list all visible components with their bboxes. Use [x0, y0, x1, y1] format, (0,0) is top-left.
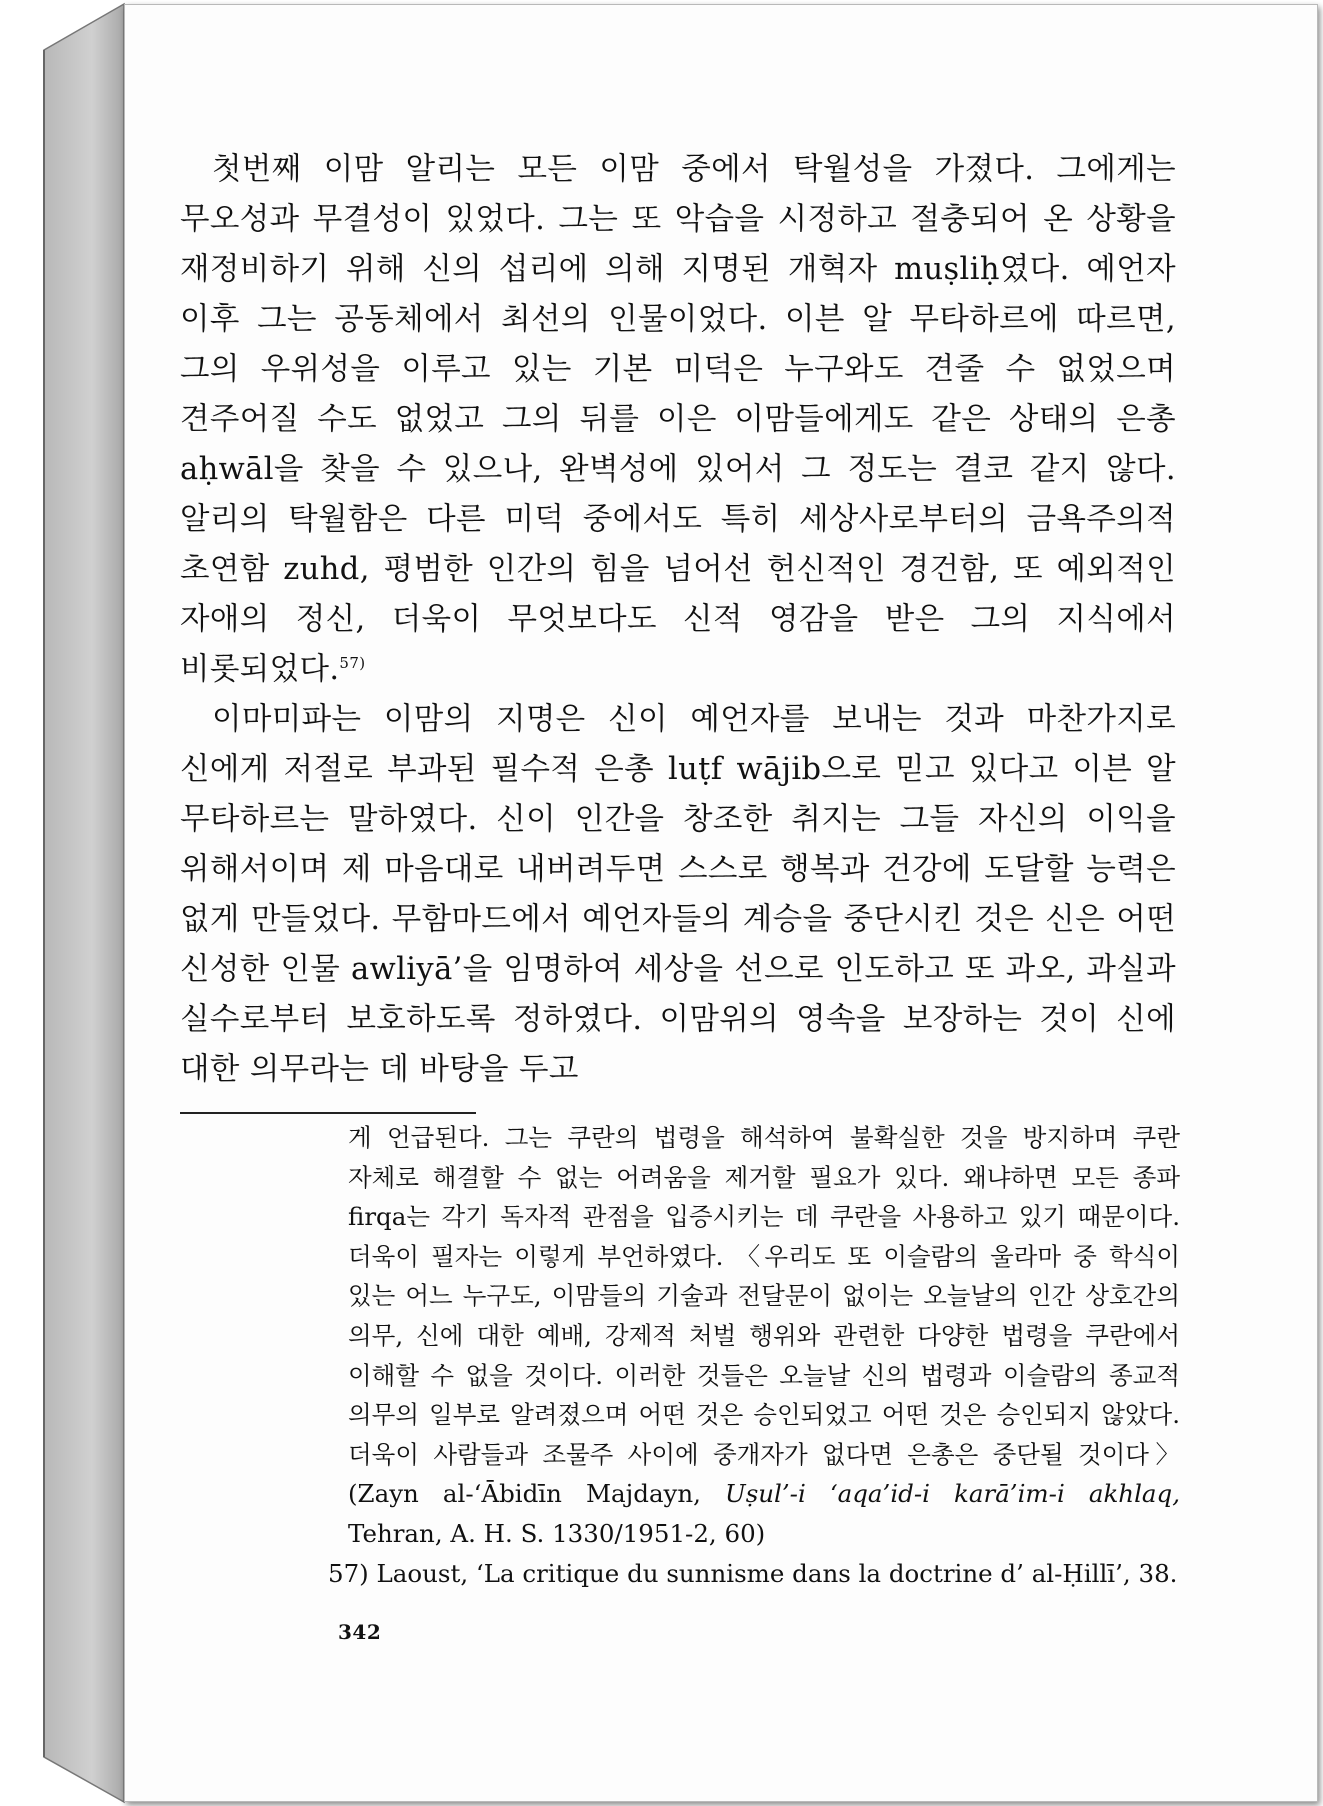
footnotes	[176, 1118, 1180, 1593]
footnote-ref-57: 57)	[339, 653, 366, 672]
paragraph-2: 이마미파는 이맘의 지명은 신이 예언자를 보내는 것과 마찬가지로 신에게 저절로 부과된 필수적 은총 luṭf wājib으로 믿고 있다고 이븐 알 무타하르는 말하였다. 신이 인간을 창조한 취지는 그들 자신의 이익을 위해서이며 제 마음대로 내버려두면 스스로 행복과 건강에 도달할 능력은 없게 만들었다. 무함마드에서 예언자들의 계승을 중단시킨 것은 신은 어떤 신성한 인물 awliyā’을 임명하여 세상을 선으로 인도하고 또 과오, 과실과 실수로부터 보호하도록 정하였다. 이맘위의 영속을 보장하는 것이 신에 대한 의무라는 데 바탕을 두고	[180, 702, 1176, 1087]
body-text	[180, 145, 1176, 1095]
footnote-57: 57) Laoust, ‘La critique du sunnisme dans la doctrine d’ al-Ḥillī’, 38.	[328, 1558, 1178, 1588]
footnote-separator	[180, 1112, 476, 1114]
page-number: 342	[338, 1620, 382, 1644]
paragraph-1: 첫번째 이맘 알리는 모든 이맘 중에서 탁월성을 가졌다. 그에게는 무오성과 무결성이 있었다. 그는 또 악습을 시정하고 절충되어 온 상황을 재정비하기 위해 신의 섭리에 의해 지명된 개혁자 muṣliḥ였다. 예언자 이후 그는 공동체에서 최선의 인물이었다. 이븐 알 무타하르에 따르면, 그의 우위성을 이루고 있는 기본 미덕은 누구와도 견줄 수 없었으며 견주어질 수도 없었고 그의 뒤를 이은 이맘들에게도 같은 상태의 은총 aḥwāl을 찾을 수 있으나, 완벽성에 있어서 그 정도는 결코 같지 않다. 알리의 탁월함은 다른 미덕 중에서도 특히 세상사로부터의 금욕주의적 초연함 zuhd, 평범한 인간의 힘을 넘어선 헌신적인 경건함, 또 예외적인 자애의 정신, 더욱이 무엇보다도 신적 영감을 받은 그의 지식에서 비롯되었다.$^{57)}$	[180, 152, 1176, 687]
footnote-book-title: Uṣul’-i ‘aqa’id-i karā’im-i akhlaq,	[725, 1479, 1180, 1509]
footnote-continuation: 게 언급된다. 그는 쿠란의 법령을 해석하여 불확실한 것을 방지하며 쿠란 자체로 해결할 수 없는 어려움을 제거할 필요가 있다. 왜냐하면 모든 종파 firqa는 각기 독자적 관점을 입증시키는 데 쿠란을 사용하고 있기 때문이다. 더욱이 필자는 이렇게 부언하였다. 〈우리도 또 이슬람의 울라마 중 학식이 있는 어느 누구도, 이맘들의 기술과 전달문이 없이는 오늘날의 인간 상호간의 의무, 신에 대한 예배, 강제적 처벌 행위와 관련한 다양한 법령을 쿠란에서 이해할 수 없을 것이다. 이러한 것들은 오늘날 신의 법령과 이슬람의 종교적 의무의 일부로 알려졌으며 어떤 것은 승인되었고 어떤 것은 승인되지 않았다. 더욱이 사람들과 조물주 사이에 중개자가 없다면 은총은 중단될 것이다〉(Zayn al-‘Ābidīn Majdayn, Uṣul’-i ‘aqa’id-i karā’im-i akhlaq, Tehran, A. H. S. 1330/1951-2, 60)	[348, 1123, 1180, 1548]
